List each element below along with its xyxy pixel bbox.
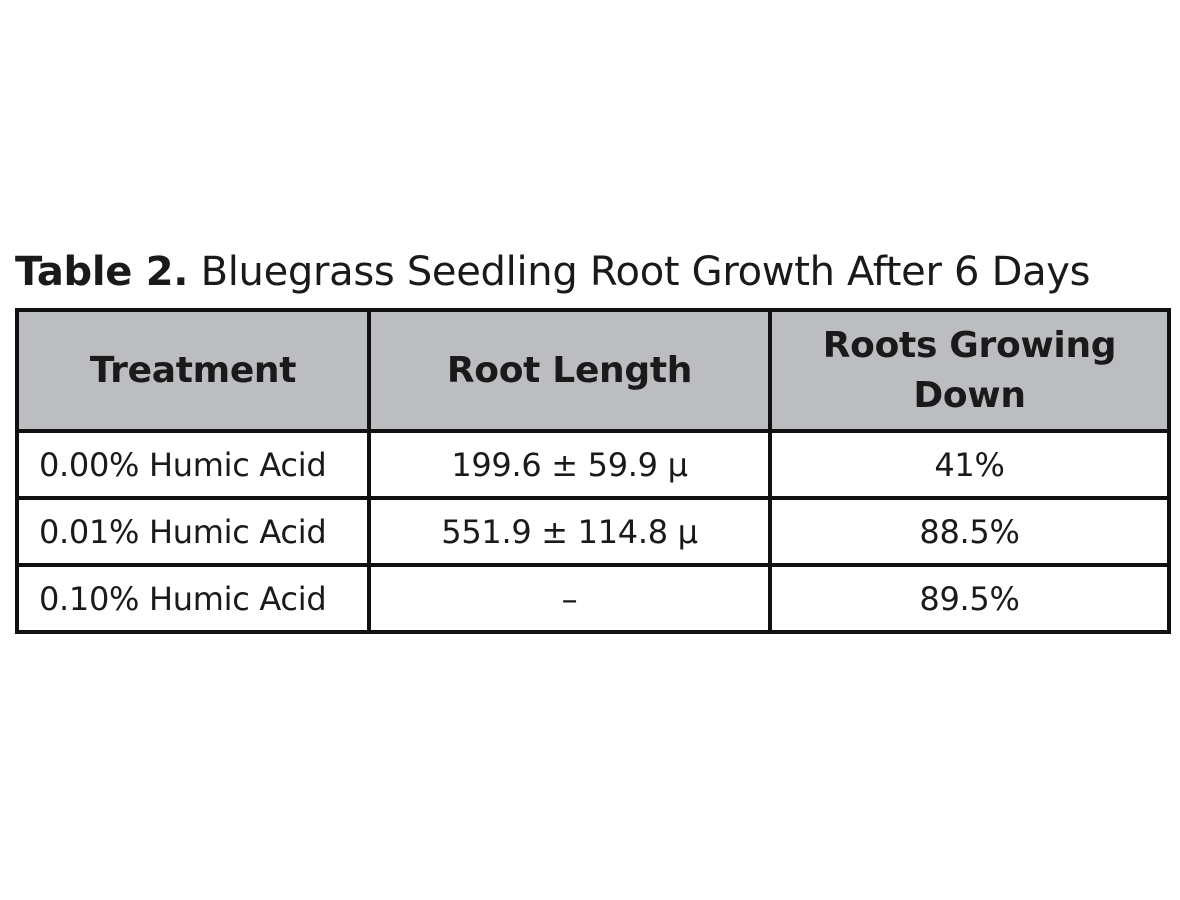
cell-root-length: 199.6 ± 59.9 µ bbox=[369, 431, 770, 498]
cell-root-length: 551.9 ± 114.8 µ bbox=[369, 498, 770, 565]
table-caption bbox=[15, 246, 1090, 298]
column-header-roots-growing-down: Roots Growing Down bbox=[770, 310, 1169, 431]
cell-treatment: 0.10% Humic Acid bbox=[17, 565, 369, 632]
table-row bbox=[17, 498, 1169, 565]
cell-treatment: 0.00% Humic Acid bbox=[17, 431, 369, 498]
table-row bbox=[17, 431, 1169, 498]
table-header-row bbox=[17, 310, 1169, 431]
table-caption-title: Bluegrass Seedling Root Growth After 6 Days bbox=[200, 249, 1091, 295]
column-header-root-length: Root Length bbox=[369, 310, 770, 431]
data-table bbox=[15, 308, 1171, 634]
cell-roots-growing-down: 41% bbox=[770, 431, 1169, 498]
table-row bbox=[17, 565, 1169, 632]
cell-roots-growing-down: 88.5% bbox=[770, 498, 1169, 565]
column-header-treatment: Treatment bbox=[17, 310, 369, 431]
cell-root-length: – bbox=[369, 565, 770, 632]
cell-roots-growing-down: 89.5% bbox=[770, 565, 1169, 632]
cell-treatment: 0.01% Humic Acid bbox=[17, 498, 369, 565]
table-caption-label: Table 2. bbox=[15, 249, 189, 295]
